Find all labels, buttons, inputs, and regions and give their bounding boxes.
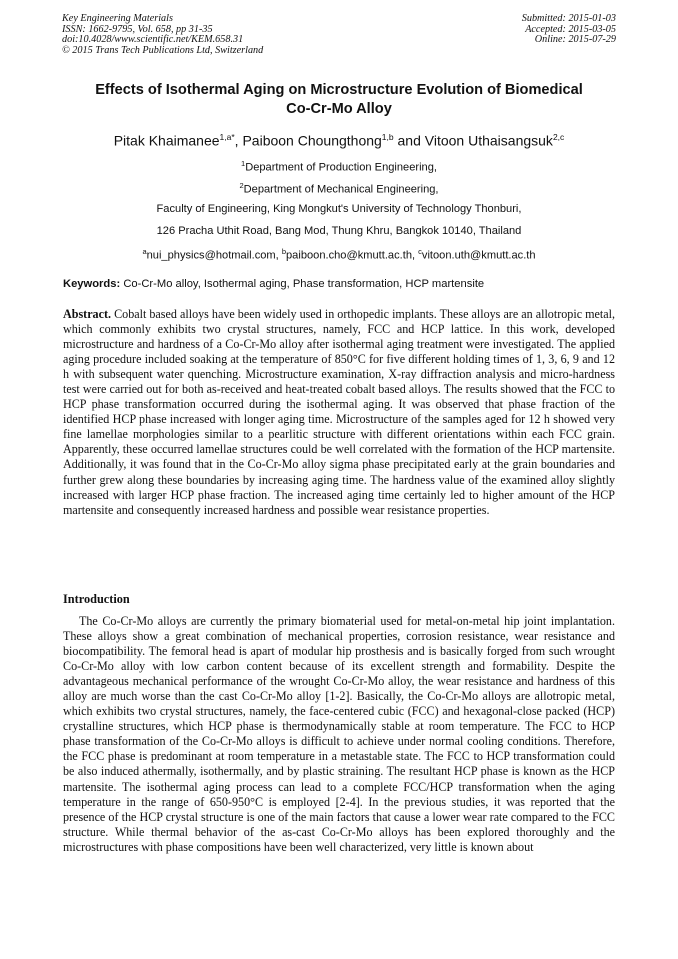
author-2-name: Paiboon Choungthong	[242, 132, 382, 149]
title-line-1: Effects of Isothermal Aging on Microstructure Evolution of Biomedical	[95, 82, 583, 98]
faculty-line: Faculty of Engineering, King Mongkut's University of Technology Thonburi,	[156, 203, 522, 215]
introduction-text: The Co-Cr-Mo alloys are currently the primary biomaterial used for metal-on-metal hip joint implantation. These alloys show a great combination of mechanical properties, corrosion resistance, wear resistance and biocompatibility. The femoral head is apart of modular hip prosthesis and is basically forged from such wrought Co-Cr-Mo alloy with low carbon content because of its excellent strength and formability. Despite the advantageous mechanical performance of the wrought Co-Cr-Mo alloy, the wear resistance and hardness of this alloy are much worse than the cast Co-Cr-Mo alloy [1-2]. Basically, the Co-Cr-Mo alloys are allotropic metal, which exhibits two crystal structures, namely, the face-centered cubic (FCC) and hexagonal-close packed (HCP) crystalline structures, which HCP phase is thermodynamically stable at room temperature. The FCC to HCP phase transformation of the Co-Cr-Mo alloys is difficult to achieve under normal cooling conditions. Therefore, the FCC phase is predominant at room temperature in a metastable state. The FCC to HCP transformation could be also induced athermally, isothermally, and by plastic straining. The resultant HCP phase is known as the HCP martensite. The isothermal aging process can lead to a complete FCC/HCP transformation when the aging temperature in the range of 650-950°C is employed [2-4]. In the previous studies, it was reported that the presence of the HCP crystal structure is one of the main factors that cause a lower wear rate compared to the FCC structure. While thermal behavior of the as-cast Co-Cr-Mo alloys has been explored thoroughly and the microstructures with phase compositions have been well characterized, very little is known about	[63, 614, 615, 854]
email-c-superscript: c	[418, 247, 422, 256]
submitted-date: Submitted: 2015-01-03	[521, 13, 616, 24]
author-3-superscript: 2,c	[552, 132, 565, 142]
introduction-heading: Introduction	[63, 592, 130, 606]
abstract-text: Cobalt based alloys have been widely used in orthopedic implants. These alloys are an allotropic metal, which commonly exhibits two crystal structures, namely, FCC and HCP lattice. In this work, developed microstructure and hardness of a Co-Cr-Mo alloy after isothermal aging treatment were investigated. The applied aging procedure included soaking at the temperature of 850°C for five different holding times of 1, 3, 6, 9 and 12 h with subsequent water quenching. Microstructure examination, X-ray diffraction analysis and micro-hardness test were carried out for both as-received and heat-treated cobalt based alloys. The results showed that the FCC to HCP phase transformation occurred during the isothermal aging. It was observed that phase fraction of the identified HCP phase increased with longer aging time. Microstructure of the samples aged for 12 h showed very fine lamellae morphologies similar to a pearlitic structure with different orientations within each FCC grain. Apparently, these occurred lamellae structures could be well correlated with the formation of the HCP martensite. Additionally, it was found that in the Co-Cr-Mo alloy sigma phase precipitated early at the grain boundaries and further grew along these boundaries by increasing aging time. The hardness value of the examined alloy slightly increased with larger HCP phase fraction. The increased aging time certainly led to higher amount of the HCP martensite and consequently increased hardness and possible wear resistance properties.	[63, 307, 615, 517]
abstract	[63, 307, 615, 518]
affiliation-1	[40, 157, 638, 175]
keywords-text: Co-Cr-Mo alloy, Isothermal aging, Phase transformation, HCP martensite	[123, 278, 485, 290]
author-list: Pitak Khaimanee$^{1,a*}$, Paiboon Choungthong$^{1,b}$ and Vitoon Uthaisangsuk$^{2,c}$	[113, 132, 565, 149]
keywords	[63, 277, 615, 292]
online-date: Online: 2015-07-29	[534, 34, 616, 46]
abstract-label: Abstract.	[63, 307, 112, 321]
journal-header-left	[62, 14, 263, 56]
accepted-date: Accepted: 2015-03-05	[525, 23, 616, 35]
email-c: vitoon.uth@kmutt.ac.th	[421, 249, 536, 262]
email-line	[40, 245, 638, 263]
author-conjunction: and	[397, 132, 421, 149]
email-b-superscript: b	[281, 247, 287, 256]
email-b: paiboon.cho@kmutt.ac.th,	[286, 249, 416, 262]
journal-header-right	[522, 14, 616, 46]
issn-info: ISSN: 1662-9795, Vol. 658, pp 31-35	[62, 23, 213, 35]
copyright-info: © 2015 Trans Tech Publications Ltd, Switzerland	[62, 44, 264, 56]
doi-info: doi:10.4028/www.scientific.net/KEM.658.31	[62, 34, 244, 46]
affiliation-2-text: Department of Mechanical Engineering,	[243, 183, 439, 196]
affiliation-1-superscript: 1	[241, 159, 246, 168]
author-2-superscript: 1,b	[381, 132, 394, 142]
email-a-superscript: a	[142, 247, 147, 256]
affiliation-2-superscript: 2	[239, 181, 244, 190]
author-3-name: Vitoon Uthaisangsuk	[424, 132, 553, 149]
keywords-label: Keywords:	[63, 278, 121, 290]
paper-title	[40, 81, 638, 119]
address-line: 126 Pracha Uthit Road, Bang Mod, Thung Khru, Bangkok 10140, Thailand	[156, 225, 522, 237]
affiliation-1-text: Department of Production Engineering,	[245, 161, 437, 174]
email-a: nui_physics@hotmail.com,	[146, 249, 279, 262]
journal-name: Key Engineering Materials	[62, 13, 173, 24]
author-1-superscript: 1,a*	[219, 132, 235, 142]
author-1-name: Pitak Khaimanee	[113, 132, 220, 149]
title-line-2: Co-Cr-Mo Alloy	[286, 101, 392, 117]
affiliation-2	[40, 179, 638, 197]
